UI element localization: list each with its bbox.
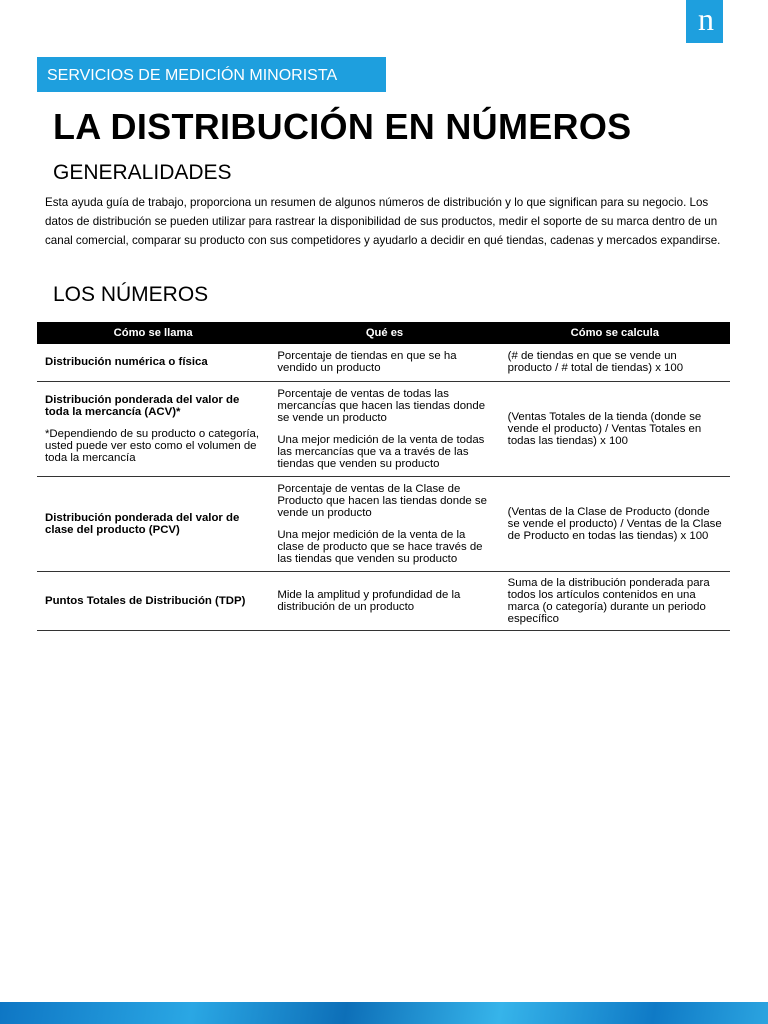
metric-formula: (Ventas Totales de la tienda (donde se vende el producto) / Ventas Totales en todas las tiendas) x 100 xyxy=(507,410,702,447)
row-calc-cell xyxy=(500,344,730,381)
metric-description-detail: Una mejor medición de la venta de la clase de producto que se hace través de las tiendas que venden su producto xyxy=(277,528,483,565)
metric-note: *Dependiendo de su producto o categoría, usted puede ver esto como el volumen de toda la mercancía xyxy=(45,427,260,464)
row-name-cell xyxy=(37,381,269,476)
metric-formula: Suma de la distribución ponderada para todos los artículos contenidos en una marca (o categoría) durante un periodo específico xyxy=(507,576,710,625)
row-what-cell xyxy=(269,476,499,571)
column-header-name: Cómo se llama xyxy=(37,322,269,344)
table-row xyxy=(37,571,730,630)
metric-description: Porcentaje de tiendas en que se ha vendido un producto xyxy=(277,350,457,375)
row-calc-cell xyxy=(500,476,730,571)
row-what-cell xyxy=(269,381,499,476)
overview-heading: GENERALIDADES xyxy=(53,161,232,184)
row-calc-cell xyxy=(500,571,730,630)
metric-description-detail: Una mejor medición de la venta de todas las mercancías que va a través de las tiendas que venden su producto xyxy=(277,433,485,470)
page-title: LA DISTRIBUCIÓN EN NÚMEROS xyxy=(53,106,632,147)
row-name-cell xyxy=(37,344,269,381)
column-header-calc: Cómo se calcula xyxy=(500,322,730,344)
table-row xyxy=(37,344,730,381)
metric-description: Porcentaje de ventas de la Clase de Producto que hacen las tiendas donde se vende un producto xyxy=(277,482,487,519)
section-banner: SERVICIOS DE MEDICIÓN MINORISTA xyxy=(37,57,386,92)
metric-formula: (Ventas de la Clase de Producto (donde se vende el producto) / Ventas de la Clase de Producto en todas las tiendas) x 100 xyxy=(507,505,722,542)
row-what-cell xyxy=(269,344,499,381)
numbers-heading: LOS NÚMEROS xyxy=(53,283,209,306)
metric-formula: (# de tiendas en que se vende un producto / # total de tiendas) x 100 xyxy=(507,350,684,375)
overview-paragraph: Esta ayuda guía de trabajo, proporciona un resumen de algunos números de distribución y lo que significan para su negocio. Los datos de distribución se pueden utilizar para rastrear la disponibilidad de sus productos, medir el soporte de su marca dentro de un canal comercial, comparar su producto con sus competidores y ayudarlo a decidir en qué tiendas, cadenas y mercados expandirse. xyxy=(45,196,721,247)
metric-name: Distribución ponderada del valor de clase del producto (PCV) xyxy=(45,511,240,536)
metric-description: Porcentaje de ventas de todas las mercancías que hacen las tiendas donde se vende un producto xyxy=(277,387,486,424)
metric-name: Distribución numérica o física xyxy=(45,356,208,369)
row-name-cell xyxy=(37,571,269,630)
brand-logo-icon: n xyxy=(686,0,723,43)
row-name-cell xyxy=(37,476,269,571)
table-row xyxy=(37,381,730,476)
metric-description: Mide la amplitud y profundidad de la distribución de un producto xyxy=(277,588,461,613)
row-calc-cell xyxy=(500,381,730,476)
footer-decorative-band xyxy=(0,1002,768,1024)
table-header-row xyxy=(37,322,730,344)
distribution-table xyxy=(37,322,730,631)
metric-name: Distribución ponderada del valor de toda la mercancía (ACV)* xyxy=(45,393,240,418)
metric-name: Puntos Totales de Distribución (TDP) xyxy=(45,594,246,607)
table-row xyxy=(37,476,730,571)
row-what-cell xyxy=(269,571,499,630)
column-header-what: Qué es xyxy=(269,322,499,344)
